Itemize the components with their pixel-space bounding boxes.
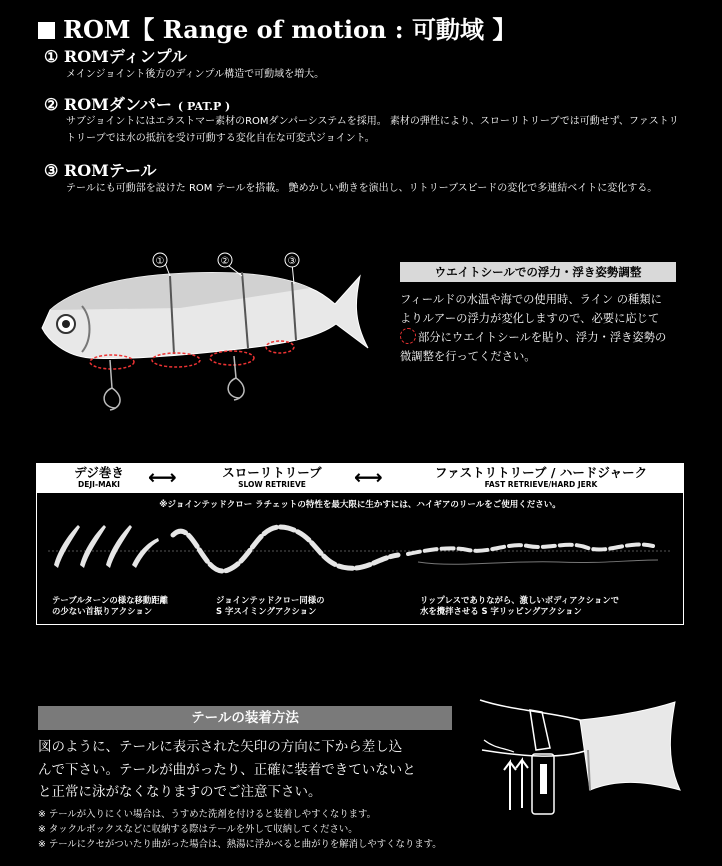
treble-hook-icon [228,378,244,400]
tail-footnote: ※ テールにクセがついたり曲がった場合は、熱湯に浮かべると曲がりを解消しやすくなります。 [38,839,442,850]
swim-action-illustration [38,510,682,595]
tail-attach-heading: テールの装着方法 [38,706,452,730]
retrieve-mode-strip [36,463,684,493]
mode-slow-retrieve: スローリトリーブ SLOW RETRIEVE [222,465,322,489]
up-arrow-icon [516,760,528,808]
caption-slow-retrieve: ジョインテッドクロー同様の S 字スイミングアクション [216,595,325,616]
fish-label-3: ③ [287,256,297,267]
feature-heading-rom-tail: ③ ROMテール [44,161,157,180]
weight-seal-desc: フィールドの水温や海での使用時、ライン の種類に よりルアーの浮力が変化しますので、必要に応じて 部分にウエイトシールを貼り、浮力・浮き姿勢の 微調整を行ってください。 [400,293,667,363]
double-arrow-icon: ⟷ [148,465,177,489]
double-arrow-icon: ⟷ [354,465,383,489]
feature-heading-rom-dimple: ① ROMディンプル [44,47,187,66]
caption-fast-retrieve: リップレスでありながら、激しいボディアクションで 水を攪拌させる S 字リッピングアクション [420,595,619,616]
weight-seal-marker [210,351,254,365]
lure-illustration [30,248,380,428]
dashed-circle-marker-icon [400,328,416,344]
tail-footnote: ※ タックルボックスなどに収納する際はテールを外して収納してください。 [38,824,358,835]
mode-fast-retrieve: ファストリトリーブ / ハードジャーク FAST RETRIEVE/HARD JERK [434,465,648,489]
weight-seal-heading: ウエイトシールでの浮力・浮き姿勢調整 [400,262,676,282]
tail-attach-instructions: 図のように、テールに表示された矢印の方向に下から差し込 んで下さい。テールが曲がったり、正確に装着できていないと と正常に泳がなくなりますのでご注意下さい。 [38,739,416,800]
mode-deji-maki: デジ巻き DEJI-MAKI [74,465,124,489]
feature-desc-rom-damper: サブジョイントにはエラストマー素材のROMダンパーシステムを採用。 素材の弾性により、スローリトリーブでは可動せず、ファストリトリーブでは水の抵抗を受け可動する変化自在な可変式ジョイント。 [66,116,679,144]
feature-heading-rom-damper: ② ROMダンパー ( PAT.P ) [44,95,231,114]
high-gear-note: ※ジョインテッドクロー ラチェットの特性を最大限に生かすには、ハイギアのリールをご使用ください。 [159,500,561,510]
caption-deji-maki: テーブルターンの様な移動距離 の少ない首振りアクション [52,595,168,616]
treble-hook-icon [104,388,120,410]
tail-footnote: ※ テールが入りにくい場合は、うすめた洗剤を付けると装着しやすくなります。 [38,809,377,820]
feature-desc-rom-tail: テールにも可動部を設けた ROM テールを搭載。 艶めかしい動きを演出し、リトリーブスピードの変化で多連結ベイトに変化する。 [66,183,658,194]
up-arrow-icon [504,762,516,810]
tail-attach-illustration [470,690,692,830]
feature-desc-rom-dimple: メインジョイント後方のディンプル構造で可動域を増大。 [66,69,325,80]
page-title: ROM【 Range of motion : 可動域 】 [38,10,516,45]
fish-label-2: ② [220,256,230,267]
square-bullet-icon [38,22,55,39]
fish-label-1: ① [155,256,165,267]
